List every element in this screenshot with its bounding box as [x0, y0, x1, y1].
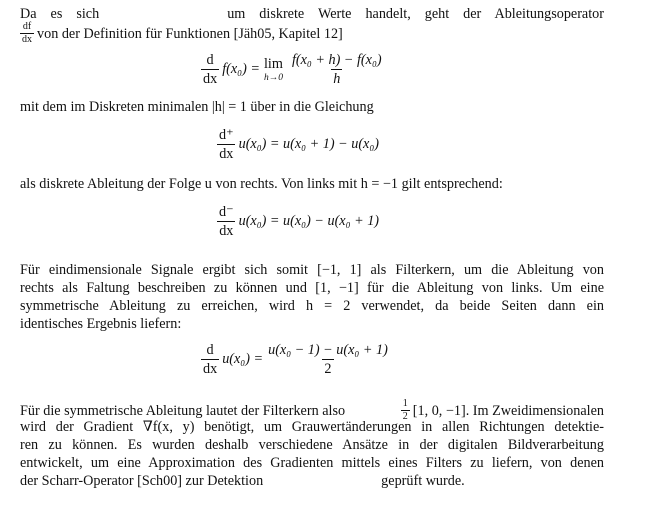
text-fragment: geprüft wurde.	[381, 473, 465, 489]
text-line-1	[20, 5, 604, 23]
equation-lhs-fraction: $\frac{d^+}{dx}$	[219, 127, 234, 162]
equation-lhs-fraction: $\frac{d}{dx}$	[203, 52, 218, 87]
paragraph-2-line-4: identisches Ergebnis liefern:	[20, 316, 182, 332]
equation-rhs-fraction: $\frac{\text{f(x₀ + h) − f(x₀)}}{h}$	[291, 52, 382, 87]
inline-fraction: $\frac{df}{dx}$	[22, 21, 32, 45]
equation-term: u(x₀) =	[222, 351, 264, 367]
text-line-3: mit dem im Diskreten minimalen |h| = 1 über in die Gleichung	[20, 99, 374, 115]
equation-term: f(x₀) =	[222, 61, 260, 77]
inline-fraction-half: $\frac{1}{2}$	[402, 398, 408, 422]
equation-left-derivative	[214, 204, 379, 239]
equation-term: u(x₀) = u(x₀ + 1) − u(x₀)	[238, 136, 380, 152]
equation-rhs-fraction: $\frac{\text{u(x₀ − 1) − u(x₀ + 1)}}{2}$	[268, 342, 388, 377]
limit-operator: lim h→0	[263, 56, 283, 83]
equation-term: u(x₀) = u(x₀) − u(x₀ + 1)	[238, 213, 380, 229]
text-fragment: Da es sich	[20, 6, 100, 22]
paragraph-2-line-2: rechts als Faltung beschreiben zu können und [1, −1] für die Ableitung von links. Um eine	[20, 280, 604, 296]
equation-lhs-fraction: $\frac{d^-}{dx}$	[219, 204, 234, 239]
text-fragment: von der Definition für Funktionen [Jäh05, Kapitel 12]	[37, 25, 343, 42]
text-line-4: als diskrete Ableitung der Folge u von rechts. Von links mit h = −1 gilt entsprechend:	[20, 176, 503, 192]
equation-right-derivative	[214, 127, 379, 162]
paragraph-2-line-3: symmetrische Ableitung zu erreichen, wird h = 2 verwendet, da beide Seiten dann ein	[20, 298, 604, 314]
paragraph-2-line-1: Für eindimensionale Signale ergibt sich somit [−1, 1] als Filterkern, um die Ableitung von	[20, 262, 604, 278]
equation-limit-definition	[198, 52, 387, 87]
text-fragment: [1, 0, −1]. Im Zweidimensionalen	[412, 402, 604, 419]
text-fragment: der Scharr-Operator [Sch00] zur Detektion	[20, 473, 264, 489]
equation-symmetric-derivative	[198, 342, 393, 377]
text-fragment: Für die symmetrische Ableitung lautet der Filterkern also	[20, 402, 346, 419]
paragraph-3-line-2: wird der Gradient ∇f(x, y) benötigt, um Grauwertänderungen in allen Richtungen detektie-	[20, 419, 604, 435]
equation-lhs-fraction: $\frac{d}{dx}$	[203, 342, 218, 377]
paragraph-3-line-5	[20, 472, 465, 490]
paragraph-3-line-3: ren zu können. Es wurden deshalb verschiedene Ansätze in der digitalen Bildverarbeitung	[20, 437, 604, 453]
text-line-2	[20, 22, 343, 45]
paragraph-3-line-4: entwickelt, um eine Approximation des Gradienten mittels eines Filters zu liefern, von denen	[20, 455, 604, 471]
text-fragment: um diskrete Werte handelt, geht der Ableitungsoperator	[227, 6, 604, 22]
